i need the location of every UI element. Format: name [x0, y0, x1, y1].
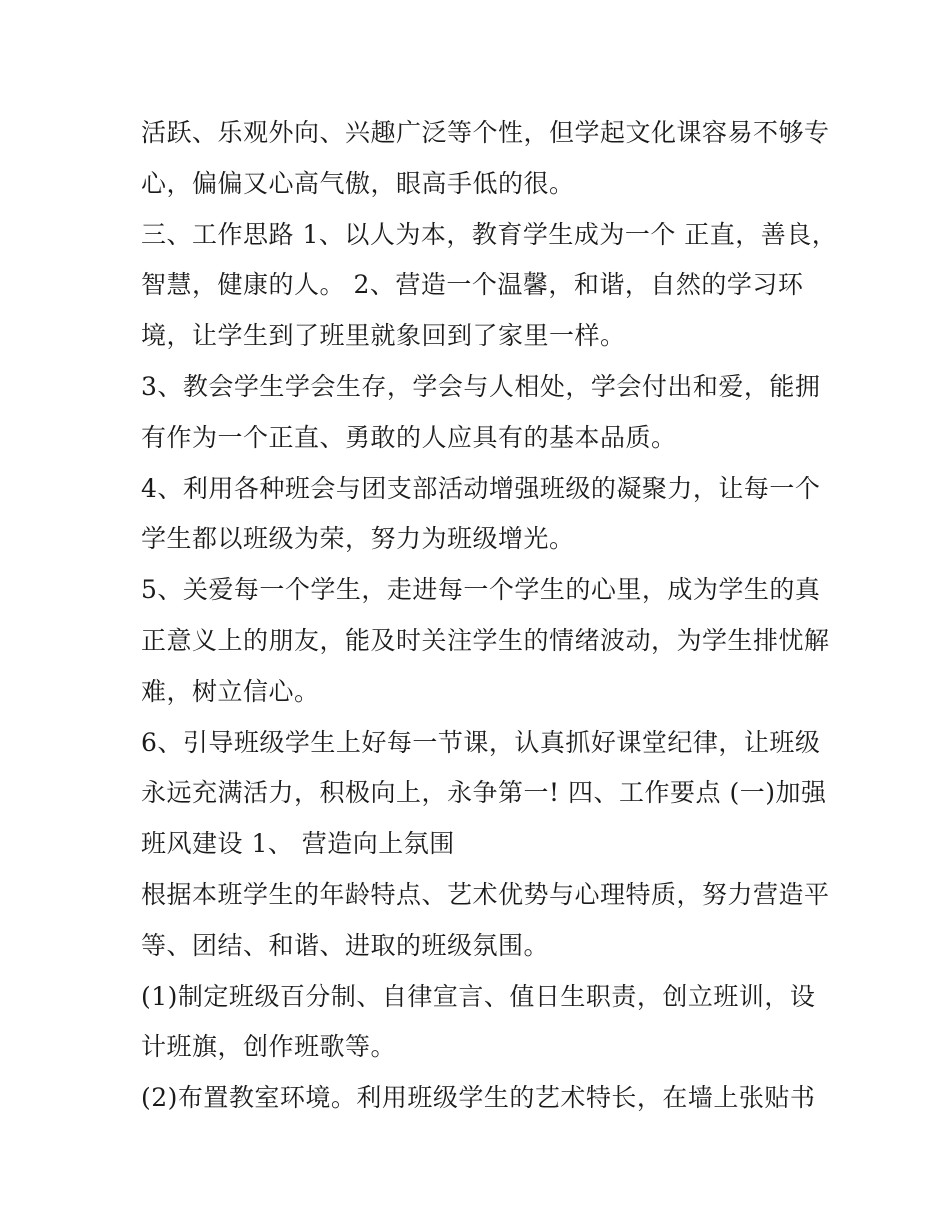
text-line: 3、教会学生学会生存，学会与人相处，学会付出和爱，能拥 — [141, 371, 821, 401]
text-line: 5、关爱每一个学生，走进每一个学生的心里，成为学生的真 — [141, 575, 821, 605]
text-line: 永远充满活力，积极向上，永争第一! 四、工作要点 (一)加强 — [141, 778, 827, 808]
text-line: 计班旗，创作班歌等。 — [141, 1032, 397, 1062]
text-line: 智慧，健康的人。 2、营造一个温馨，和谐，自然的学习环 — [141, 270, 804, 300]
document-body — [141, 108, 838, 1124]
text-line: (1)制定班级百分制、自律宣言、值日生职责，创立班训，设 — [141, 981, 816, 1011]
text-line: 境，让学生到了班里就象回到了家里一样。 — [141, 321, 626, 351]
text-line: 根据本班学生的年龄特点、艺术优势与心理特质，努力营造平 — [141, 879, 830, 909]
text-line: 三、工作思路 1、以人为本，教育学生成为一个 正直，善良， — [141, 219, 838, 249]
text-line: 有作为一个正直、勇敢的人应具有的基本品质。 — [141, 422, 677, 452]
text-line: 学生都以班级为荣，努力为班级增光。 — [141, 524, 575, 554]
text-line: 等、团结、和谐、进取的班级氛围。 — [141, 930, 550, 960]
text-line: 4、利用各种班会与团支部活动增强班级的凝聚力，让每一个 — [141, 473, 821, 503]
text-line: 正意义上的朋友，能及时关注学生的情绪波动，为学生排忧解 — [141, 625, 830, 655]
text-line: 心，偏偏又心高气傲，眼高手低的很。 — [141, 168, 575, 198]
text-line: 活跃、乐观外向、兴趣广泛等个性，但学起文化课容易不够专 — [141, 118, 830, 147]
text-line: 班风建设 1、 营造向上氛围 — [141, 829, 455, 859]
text-line: 6、引导班级学生上好每一节课，认真抓好课堂纪律，让班级 — [141, 727, 821, 757]
text-line: 难，树立信心。 — [141, 676, 320, 706]
text-line: (2)布置教室环境。利用班级学生的艺术特长，在墙上张贴书 — [141, 1083, 816, 1113]
